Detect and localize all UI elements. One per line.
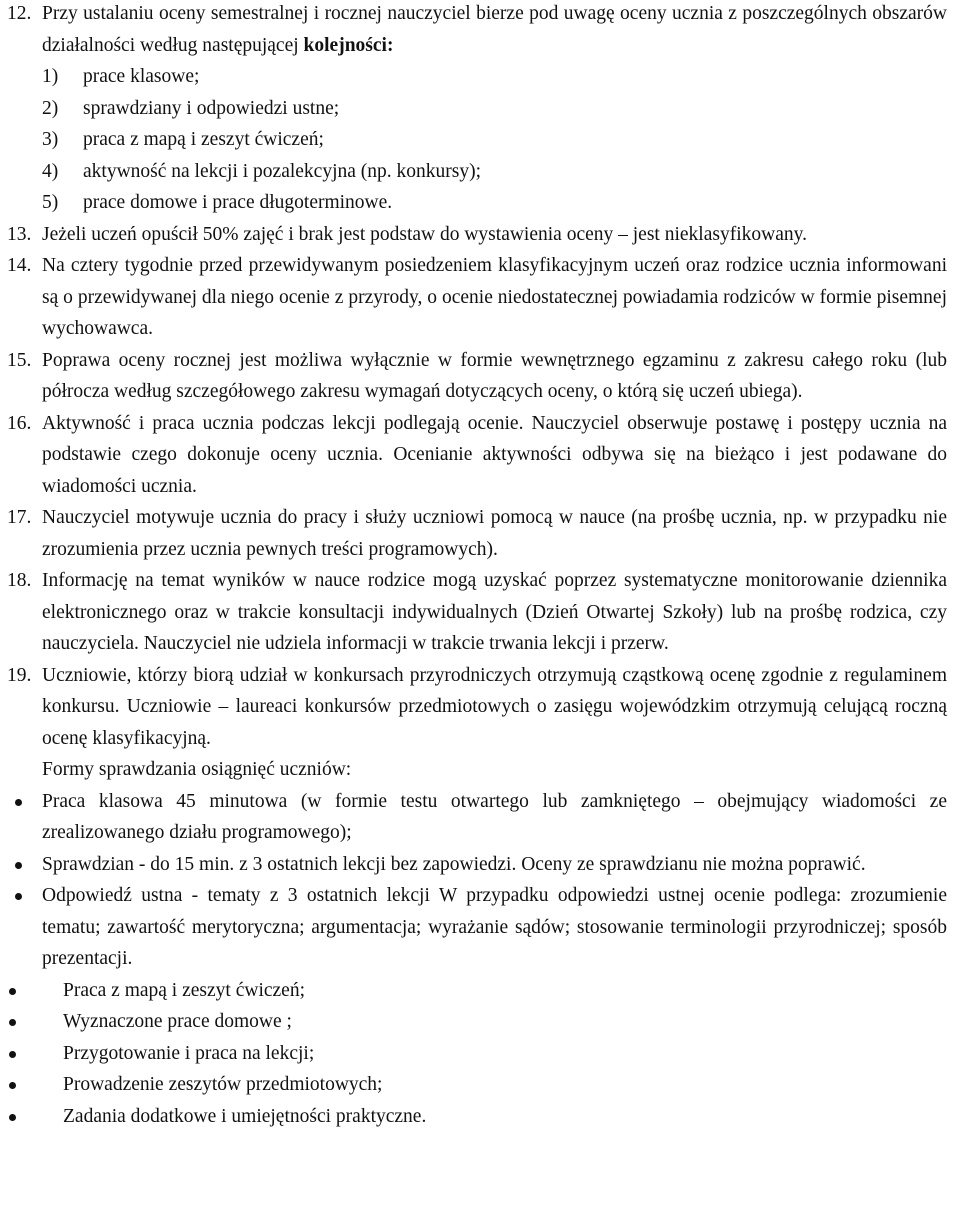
- point-text: Poprawa oceny rocznej jest możliwa wyłącznie w formie wewnętrznego egzaminu z zakresu całego roku (lub półrocza według szczegółowego zakresu wymagań dotyczących oceny, o którą się uczeń ubiega).: [42, 349, 947, 402]
- point-text: Jeżeli uczeń opuścił 50% zajęć i brak jest podstaw do wystawienia oceny – jest nieklasyfikowany.: [42, 223, 807, 245]
- point-text-bold: kolejności:: [303, 34, 394, 56]
- order-text: prace domowe i prace długoterminowe.: [83, 192, 393, 213]
- point-text: Nauczyciel motywuje ucznia do pracy i służy uczniowi pomocą w nauce (na prośbę ucznia, np. w przypadku nie zrozumienia przez ucznia pewnych treści programowych).: [42, 507, 947, 560]
- other-item: [7, 1038, 947, 1070]
- forms-text: Sprawdzian - do 15 min. z 3 ostatnich lekcji bez zapowiedzi. Oceny ze sprawdzianu nie można poprawić.: [42, 853, 866, 875]
- point-number: 17.: [7, 507, 32, 528]
- order-text: praca z mapą i zeszyt ćwiczeń;: [83, 129, 324, 150]
- point-14: [7, 250, 947, 345]
- point-15: [7, 345, 947, 408]
- order-text: sprawdziany i odpowiedzi ustne;: [83, 97, 340, 119]
- order-item: [42, 156, 947, 188]
- point-number: 14.: [7, 255, 32, 276]
- order-item: [42, 93, 947, 125]
- document-page: [7, 0, 947, 1132]
- point-number: 15.: [7, 349, 32, 371]
- order-number: 3): [42, 129, 59, 150]
- order-item: [42, 187, 947, 219]
- forms-text: Odpowiedź ustna - tematy z 3 ostatnich lekcji W przypadku odpowiedzi ustnej ocenie podlega: zrozumienie tematu; zawartość merytoryczna; argumentacja; wyrażanie sądów; stosowanie terminologii przyrodniczej; sposób prezentacji.: [42, 885, 947, 969]
- bullet-icon: [9, 1114, 16, 1121]
- other-text: Wyznaczone prace domowe ;: [63, 1011, 292, 1032]
- other-item: [7, 1006, 947, 1038]
- point-17: [7, 502, 947, 565]
- other-item: [7, 1069, 947, 1101]
- point-text: Przy ustalaniu oceny semestralnej i rocznej nauczyciel bierze pod uwagę oceny ucznia z poszczególnych obszarów działalności według następującej: [42, 3, 947, 56]
- point-number: 12.: [7, 3, 32, 24]
- point-number: 16.: [7, 412, 32, 434]
- order-text: prace klasowe;: [83, 66, 200, 87]
- order-number: 1): [42, 66, 59, 87]
- point-number: 13.: [7, 223, 32, 245]
- other-text: Praca z mapą i zeszyt ćwiczeń;: [63, 979, 305, 1001]
- order-number: 4): [42, 160, 59, 182]
- other-text: Przygotowanie i praca na lekcji;: [63, 1042, 315, 1064]
- forms-item: [7, 880, 947, 975]
- point-text: Uczniowie, którzy biorą udział w konkursach przyrodniczych otrzymują cząstkową ocenę zgodnie z regulaminem konkursu. Uczniowie – laureaci konkursów przedmiotowych o zasięgu wojewódzkim otrzymują celującą roczną ocenę klasyfikacyjną.: [42, 664, 947, 749]
- bullet-icon: [9, 1051, 16, 1058]
- point-number: 18.: [7, 570, 32, 591]
- order-list: [42, 61, 947, 219]
- forms-item: [7, 849, 947, 881]
- order-number: 2): [42, 97, 59, 119]
- forms-text: Praca klasowa 45 minutowa (w formie testu otwartego lub zamkniętego – obejmujący wiadomości ze zrealizowanego działu programowego);: [42, 790, 947, 843]
- order-text: aktywność na lekcji i pozalekcyjna (np. konkursy);: [83, 160, 482, 182]
- forms-heading: Formy sprawdzania osiągnięć uczniów:: [42, 759, 352, 780]
- other-text: Prowadzenie zeszytów przedmiotowych;: [63, 1074, 383, 1095]
- bullet-icon: [15, 799, 22, 806]
- order-number: 5): [42, 192, 59, 213]
- point-text: Informację na temat wyników w nauce rodzice mogą uzyskać poprzez systematyczne monitorowanie dziennika elektronicznego oraz w trakcie konsultacji indywidualnych (Dzień Otwartej Szkoły) lub na prośbę rodzica, czy nauczyciela. Nauczyciel nie udziela informacji w trakcie trwania lekcji i przerw.: [42, 570, 947, 654]
- point-13: [7, 219, 947, 251]
- point-18: [7, 565, 947, 660]
- point-16: [7, 408, 947, 503]
- point-text: Na cztery tygodnie przed przewidywanym posiedzeniem klasyfikacyjnym uczeń oraz rodzice ucznia informowani są o przewidywanej dla niego ocenie z przyrody, o ocenie niedostatecznej powiadamia rodziców w formie pisemnej wychowawca.: [42, 255, 947, 339]
- order-item: [42, 124, 947, 156]
- point-19: [7, 660, 947, 755]
- order-item: [42, 61, 947, 93]
- bullet-icon: [9, 988, 16, 995]
- point-number: 19.: [7, 664, 32, 686]
- bullet-icon: [9, 1082, 16, 1089]
- point-text: Aktywność i praca ucznia podczas lekcji podlegają ocenie. Nauczyciel obserwuje postawę i postępy ucznia na podstawie czego dokonuje oceny ucznia. Ocenianie aktywności odbywa się na bieżąco i jest podawane do wiadomości ucznia.: [42, 412, 947, 497]
- other-text: Zadania dodatkowe i umiejętności praktyczne.: [63, 1105, 427, 1127]
- other-item: [7, 1101, 947, 1133]
- bullet-icon: [15, 862, 22, 869]
- point-12: [7, 0, 947, 61]
- bullet-icon: [15, 893, 22, 900]
- other-item: [7, 975, 947, 1007]
- bullet-icon: [9, 1019, 16, 1026]
- forms-item: [7, 786, 947, 849]
